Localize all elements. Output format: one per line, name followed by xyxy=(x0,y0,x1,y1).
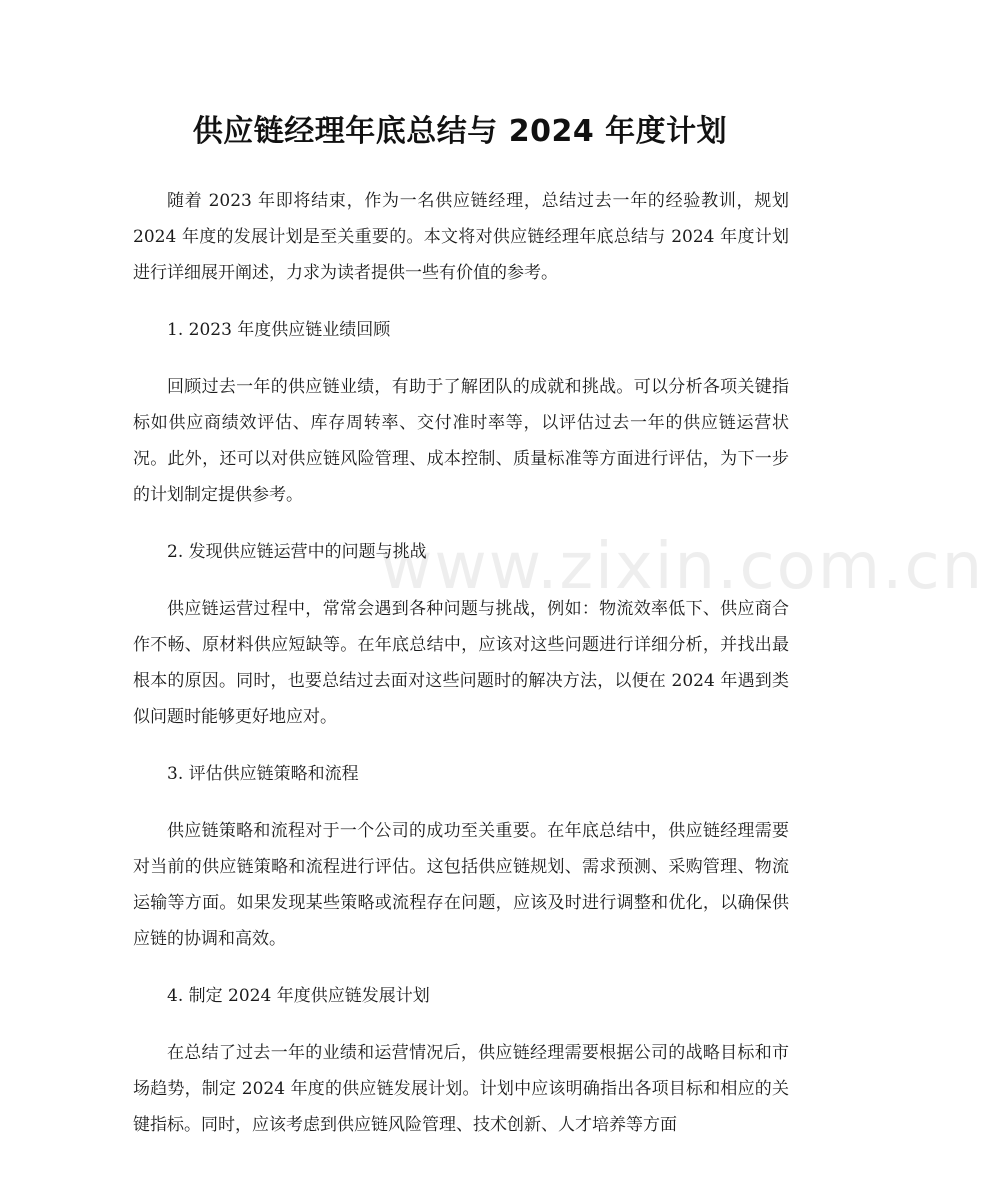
section-paragraph-1: 回顾过去一年的供应链业绩，有助于了解团队的成就和挑战。可以分析各项关键指标如供应商绩效评估、库存周转率、交付准时率等，以评估过去一年的供应链运营状况。此外，还可以对供应链风险管理、成本控制、质量标准等方面进行评估，为下一步的计划制定提供参考。 xyxy=(133,377,789,505)
section-heading-2: 2. 发现供应链运营中的问题与挑战 xyxy=(167,542,427,562)
section-paragraph-2: 供应链运营过程中，常常会遇到各种问题与挑战，例如：物流效率低下、供应商合作不畅、原材料供应短缺等。在年底总结中，应该对这些问题进行详细分析，并找出最根本的原因。同时，也要总结过去面对这些问题时的解决方法，以便在 2024 年遇到类似问题时能够更好地应对。 xyxy=(133,599,789,727)
intro-paragraph: 随着 2023 年即将结束，作为一名供应链经理，总结过去一年的经验教训，规划 2024 年度的发展计划是至关重要的。本文将对供应链经理年底总结与 2024 年度计划进行详细展开阐述，力求为读者提供一些有价值的参考。 xyxy=(133,191,789,283)
section-paragraph-4: 在总结了过去一年的业绩和运营情况后，供应链经理需要根据公司的战略目标和市场趋势，制定 2024 年度的供应链发展计划。计划中应该明确指出各项目标和相应的关键指标。同时，应该考虑到供应链风险管理、技术创新、人才培养等方面 xyxy=(133,1043,789,1135)
section-heading-4: 4. 制定 2024 年度供应链发展计划 xyxy=(167,986,430,1006)
section-heading-1: 1. 2023 年度供应链业绩回顾 xyxy=(167,320,391,340)
document-body xyxy=(133,183,789,1143)
watermark: www.zixin.com.cn xyxy=(380,530,984,604)
section-heading-3: 3. 评估供应链策略和流程 xyxy=(167,764,359,784)
section-paragraph-3: 供应链策略和流程对于一个公司的成功至关重要。在年底总结中，供应链经理需要对当前的供应链策略和流程进行评估。这包括供应链规划、需求预测、采购管理、物流运输等方面。如果发现某些策略或流程存在问题，应该及时进行调整和优化，以确保供应链的协调和高效。 xyxy=(133,821,789,949)
document-title: 供应链经理年底总结与 2024 年度计划 xyxy=(192,114,728,149)
